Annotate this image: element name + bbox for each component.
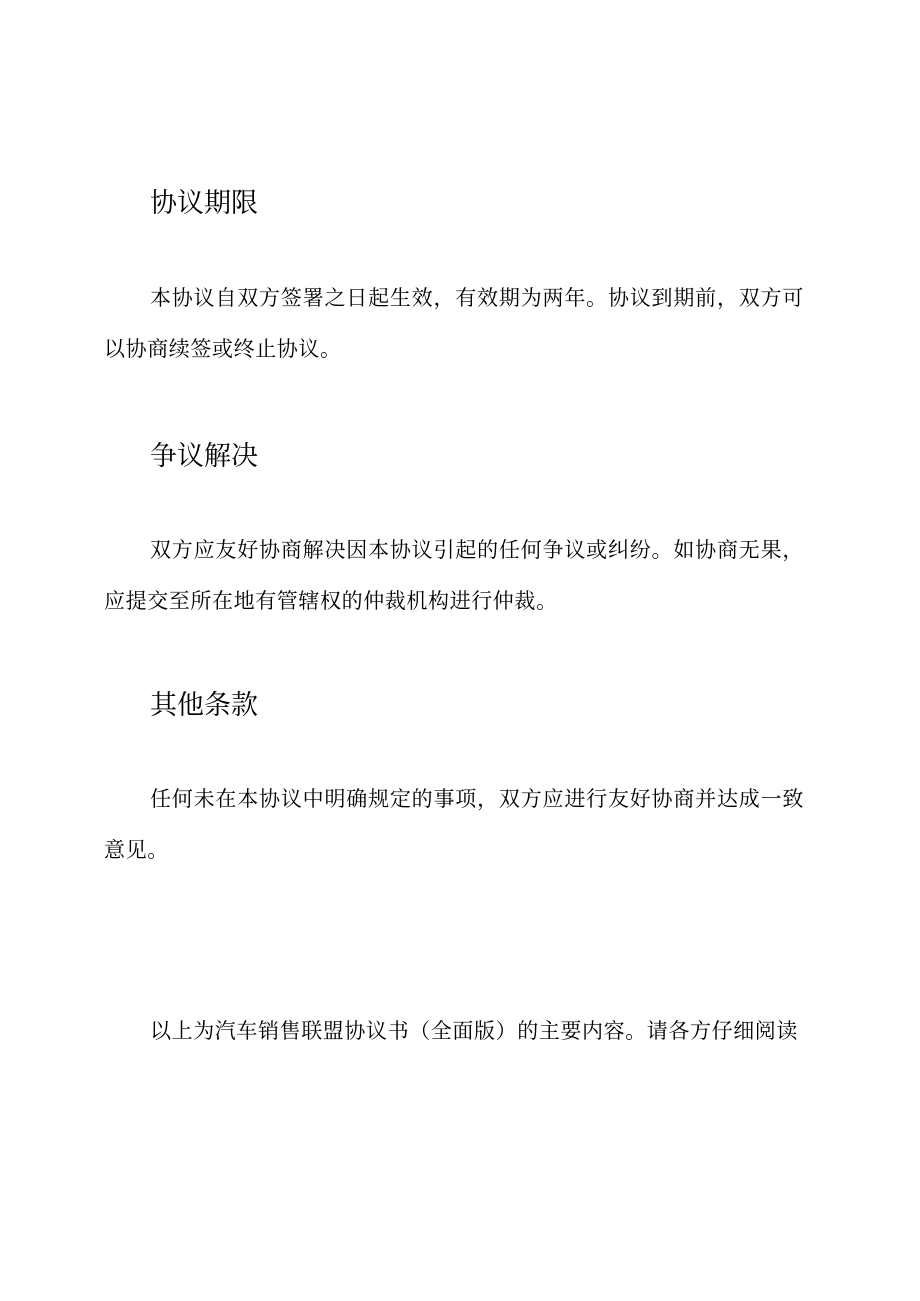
section-heading-dispute: 争议解决 [150, 441, 258, 472]
closing-paragraph: 以上为汽车销售联盟协议书（全面版）的主要内容。请各方仔细阅读 [150, 1019, 798, 1043]
section-heading-term: 协议期限 [150, 188, 258, 219]
section-body-term: 本协议自双方签署之日起生效，有效期为两年。协议到期前，双方可以协商续签或终止协议。 [104, 286, 804, 361]
section-heading-other: 其他条款 [150, 690, 258, 721]
section-body-other: 任何未在本协议中明确规定的事项，双方应进行友好协商并达成一致意见。 [104, 787, 804, 862]
section-body-dispute: 双方应友好协商解决因本协议引起的任何争议或纠纷。如协商无果，应提交至所在地有管辖权的仲裁机构进行仲裁。 [104, 538, 804, 613]
